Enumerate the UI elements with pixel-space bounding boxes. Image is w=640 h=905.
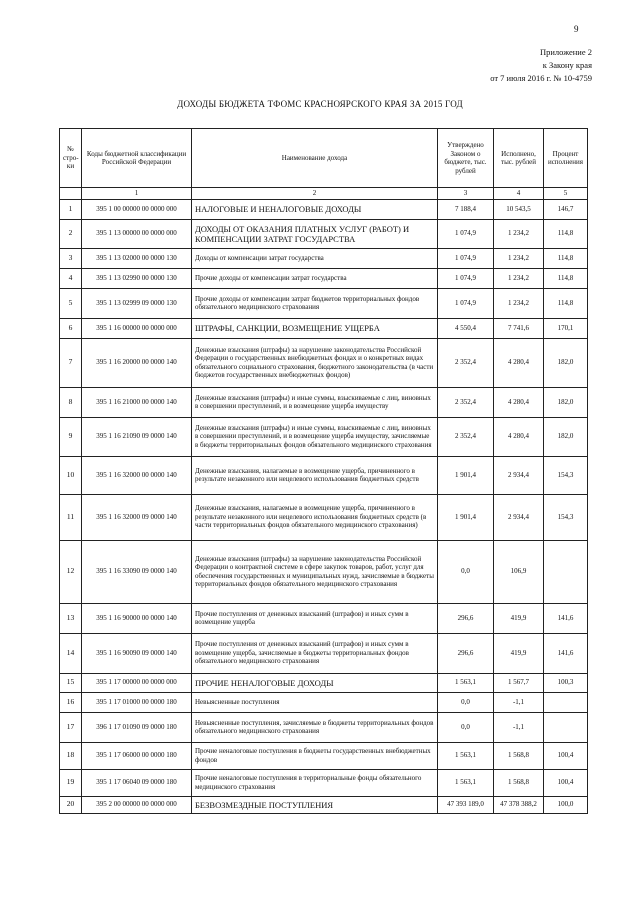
col-number-5: 5: [544, 188, 588, 200]
revenue-name: ПРОЧИЕ НЕНАЛОГОВЫЕ ДОХОДЫ: [192, 673, 438, 692]
revenue-name: Доходы от компенсации затрат государства: [192, 248, 438, 268]
approved-amount: 1 901,4: [438, 456, 494, 494]
execution-percent: 114,8: [544, 219, 588, 248]
executed-amount: 2 934,4: [494, 456, 544, 494]
execution-percent: 146,7: [544, 199, 588, 219]
col-number-1: 1: [82, 188, 192, 200]
budget-code: 395 1 17 06040 09 0000 180: [82, 769, 192, 796]
budget-code: 395 1 13 00000 00 0000 000: [82, 219, 192, 248]
execution-percent: 114,8: [544, 288, 588, 318]
row-number: 5: [60, 288, 82, 318]
col-number-4: 4: [494, 188, 544, 200]
executed-amount: -1,1: [494, 712, 544, 742]
execution-percent: 154,3: [544, 494, 588, 540]
approved-amount: 1 563,1: [438, 769, 494, 796]
row-number: 14: [60, 633, 82, 673]
approved-amount: 2 352,4: [438, 338, 494, 387]
approved-amount: 1 563,1: [438, 742, 494, 769]
revenue-name: ДОХОДЫ ОТ ОКАЗАНИЯ ПЛАТНЫХ УСЛУГ (РАБОТ) И КОМПЕНСАЦИИ ЗАТРАТ ГОСУДАРСТВА: [192, 219, 438, 248]
budget-code: 395 1 16 00000 00 0000 000: [82, 318, 192, 338]
table-row: [60, 268, 588, 288]
executed-amount: 106,9: [494, 540, 544, 603]
approved-amount: 47 393 189,0: [438, 796, 494, 813]
approved-amount: 4 550,4: [438, 318, 494, 338]
revenue-name: Прочие доходы от компенсации затрат бюджетов территориальных фондов обязательного медицинского страхования: [192, 288, 438, 318]
execution-percent: 154,3: [544, 456, 588, 494]
table-row: [60, 742, 588, 769]
approved-amount: 1 074,9: [438, 219, 494, 248]
executed-amount: 1 234,2: [494, 219, 544, 248]
execution-percent: 100,3: [544, 673, 588, 692]
row-number: 16: [60, 692, 82, 712]
executed-amount: 4 280,4: [494, 338, 544, 387]
table-row: [60, 673, 588, 692]
revenue-name: Денежные взыскания, налагаемые в возмещение ущерба, причиненного в результате незаконного или нецелевого использования бюджетных средств: [192, 456, 438, 494]
budget-code: 395 1 17 00000 00 0000 000: [82, 673, 192, 692]
budget-code: 395 1 16 21000 00 0000 140: [82, 387, 192, 417]
approved-amount: 0,0: [438, 692, 494, 712]
execution-percent: 100,4: [544, 769, 588, 796]
document-title: ДОХОДЫ БЮДЖЕТА ТФОМС КРАСНОЯРСКОГО КРАЯ ЗА 2015 ГОД: [177, 99, 463, 109]
budget-code: 395 1 17 06000 00 0000 180: [82, 742, 192, 769]
budget-code: 395 1 16 90000 00 0000 140: [82, 603, 192, 633]
execution-percent: 170,1: [544, 318, 588, 338]
col-number-3: 3: [438, 188, 494, 200]
row-number: 2: [60, 219, 82, 248]
execution-percent: 114,8: [544, 268, 588, 288]
approved-amount: 1 074,9: [438, 248, 494, 268]
header-row: [60, 129, 588, 188]
table-row: [60, 387, 588, 417]
row-number: 15: [60, 673, 82, 692]
revenue-name: Прочие поступления от денежных взысканий (штрафов) и иных сумм в возмещение ущерба, зачисляемые в бюджеты территориальных фондов обязательного медицинского страхования: [192, 633, 438, 673]
appendix-line-1: Приложение 2: [540, 47, 592, 57]
row-number: 9: [60, 417, 82, 456]
budget-code: 395 1 17 01000 00 0000 180: [82, 692, 192, 712]
appendix-block: [372, 46, 592, 85]
budget-code: 395 1 16 90090 09 0000 140: [82, 633, 192, 673]
revenue-name: Невыясненные поступления, зачисляемые в бюджеты территориальных фондов обязательного медицинского страхования: [192, 712, 438, 742]
row-number: 8: [60, 387, 82, 417]
execution-percent: 100,0: [544, 796, 588, 813]
revenue-name: ШТРАФЫ, САНКЦИИ, ВОЗМЕЩЕНИЕ УЩЕРБА: [192, 318, 438, 338]
execution-percent: [544, 540, 588, 603]
table-row: [60, 633, 588, 673]
budget-code: 395 1 16 33090 09 0000 140: [82, 540, 192, 603]
table-row: [60, 603, 588, 633]
row-number: 4: [60, 268, 82, 288]
revenue-name: Прочие неналоговые поступления в территориальные фонды обязательного медицинского страхования: [192, 769, 438, 796]
revenue-name: Денежные взыскания (штрафы) и иные суммы, взыскиваемые с лиц, виновных в совершении преступлений, и в возмещение ущерба имуществу, зачисляемые в бюджеты территориальных фондов обязательного медицинского страхования: [192, 417, 438, 456]
execution-percent: 182,0: [544, 338, 588, 387]
execution-percent: 100,4: [544, 742, 588, 769]
header-approved: Утверждено Законом о бюджете, тыс. рублей: [438, 129, 494, 188]
budget-code: 395 1 16 20000 00 0000 140: [82, 338, 192, 387]
approved-amount: 1 074,9: [438, 288, 494, 318]
appendix-line-2: к Закону края: [542, 60, 592, 70]
approved-amount: 0,0: [438, 712, 494, 742]
execution-percent: 141,6: [544, 603, 588, 633]
row-number: 10: [60, 456, 82, 494]
execution-percent: [544, 712, 588, 742]
executed-amount: 1 234,2: [494, 248, 544, 268]
table-row: [60, 338, 588, 387]
row-number: 19: [60, 769, 82, 796]
row-number: 18: [60, 742, 82, 769]
table-row: [60, 288, 588, 318]
row-number: 13: [60, 603, 82, 633]
col-number-2: 2: [192, 188, 438, 200]
approved-amount: 0,0: [438, 540, 494, 603]
executed-amount: 1 234,2: [494, 268, 544, 288]
header-percent: Процент исполнения: [544, 129, 588, 188]
table-row: [60, 456, 588, 494]
revenue-name: НАЛОГОВЫЕ И НЕНАЛОГОВЫЕ ДОХОДЫ: [192, 199, 438, 219]
revenue-name: Денежные взыскания (штрафы) за нарушение законодательства Российской Федерации о государственных внебюджетных фондах и о конкретных видах обязательного социального страхования, бюджетного законодательства (в части бюджетов государственных внебюджетных фондов): [192, 338, 438, 387]
executed-amount: 1 568,8: [494, 742, 544, 769]
table-row: [60, 199, 588, 219]
table-row: [60, 540, 588, 603]
revenue-table: [59, 128, 588, 814]
row-number: 12: [60, 540, 82, 603]
budget-code: 395 1 13 02000 00 0000 130: [82, 248, 192, 268]
approved-amount: 1 563,1: [438, 673, 494, 692]
row-number: 11: [60, 494, 82, 540]
row-number: 6: [60, 318, 82, 338]
executed-amount: 419,9: [494, 633, 544, 673]
approved-amount: 7 188,4: [438, 199, 494, 219]
header-code: Коды бюджетной классификации Российской Федерации: [82, 129, 192, 188]
revenue-name: Денежные взыскания (штрафы) за нарушение законодательства Российской Федерации о контрактной системе в сфере закупок товаров, работ, услуг для обеспечения государственных и муниципальных нужд, зачисляемые в бюджеты территориальных фондов обязательного медицинского страхования: [192, 540, 438, 603]
budget-code: 395 1 16 21090 09 0000 140: [82, 417, 192, 456]
header-executed: Исполнено, тыс. рублей: [494, 129, 544, 188]
executed-amount: 419,9: [494, 603, 544, 633]
header-name: Наименование дохода: [192, 129, 438, 188]
executed-amount: 4 280,4: [494, 417, 544, 456]
budget-code: 395 1 13 02999 09 0000 130: [82, 288, 192, 318]
executed-amount: 7 741,6: [494, 318, 544, 338]
execution-percent: 182,0: [544, 417, 588, 456]
executed-amount: 47 378 388,2: [494, 796, 544, 813]
revenue-name: Прочие поступления от денежных взысканий (штрафов) и иных сумм в возмещение ущерба: [192, 603, 438, 633]
revenue-name: Прочие доходы от компенсации затрат государства: [192, 268, 438, 288]
header-row-number: № стро-ки: [60, 129, 82, 188]
budget-code: 395 2 00 00000 00 0000 000: [82, 796, 192, 813]
execution-percent: 141,6: [544, 633, 588, 673]
approved-amount: 296,6: [438, 633, 494, 673]
table-row: [60, 796, 588, 813]
table-row: [60, 248, 588, 268]
col-number-empty: [60, 188, 82, 200]
row-number: 17: [60, 712, 82, 742]
budget-code: 395 1 00 00000 00 0000 000: [82, 199, 192, 219]
row-number: 3: [60, 248, 82, 268]
approved-amount: 1 901,4: [438, 494, 494, 540]
page-number: 9: [574, 24, 579, 34]
table-row: [60, 712, 588, 742]
table-row: [60, 692, 588, 712]
table-row: [60, 219, 588, 248]
approved-amount: 296,6: [438, 603, 494, 633]
executed-amount: 10 543,5: [494, 199, 544, 219]
budget-code: 395 1 13 02990 00 0000 130: [82, 268, 192, 288]
executed-amount: 1 234,2: [494, 288, 544, 318]
row-number: 7: [60, 338, 82, 387]
column-number-row: [60, 188, 588, 200]
budget-code: 395 1 16 32000 00 0000 140: [82, 456, 192, 494]
execution-percent: [544, 692, 588, 712]
appendix-line-3: от 7 июля 2016 г. № 10-4759: [490, 73, 592, 83]
executed-amount: 4 280,4: [494, 387, 544, 417]
executed-amount: 2 934,4: [494, 494, 544, 540]
row-number: 1: [60, 199, 82, 219]
approved-amount: 2 352,4: [438, 417, 494, 456]
executed-amount: 1 568,8: [494, 769, 544, 796]
budget-code: 395 1 16 32000 09 0000 140: [82, 494, 192, 540]
budget-code: 396 1 17 01090 09 0000 180: [82, 712, 192, 742]
revenue-name: Денежные взыскания (штрафы) и иные суммы, взыскиваемые с лиц, виновных в совершении преступлений, и в возмещение ущерба имуществу: [192, 387, 438, 417]
execution-percent: 114,8: [544, 248, 588, 268]
table-row: [60, 318, 588, 338]
execution-percent: 182,0: [544, 387, 588, 417]
revenue-name: Денежные взыскания, налагаемые в возмещение ущерба, причиненного в результате незаконного или нецелевого использования бюджетных средств (в части территориальных фондов обязательного медицинского страхования): [192, 494, 438, 540]
revenue-name: Прочие неналоговые поступления в бюджеты государственных внебюджетных фондов: [192, 742, 438, 769]
approved-amount: 2 352,4: [438, 387, 494, 417]
revenue-name: БЕЗВОЗМЕЗДНЫЕ ПОСТУПЛЕНИЯ: [192, 796, 438, 813]
executed-amount: 1 567,7: [494, 673, 544, 692]
table-row: [60, 417, 588, 456]
revenue-name: Невыясненные поступления: [192, 692, 438, 712]
executed-amount: -1,1: [494, 692, 544, 712]
table-row: [60, 494, 588, 540]
approved-amount: 1 074,9: [438, 268, 494, 288]
row-number: 20: [60, 796, 82, 813]
table-row: [60, 769, 588, 796]
